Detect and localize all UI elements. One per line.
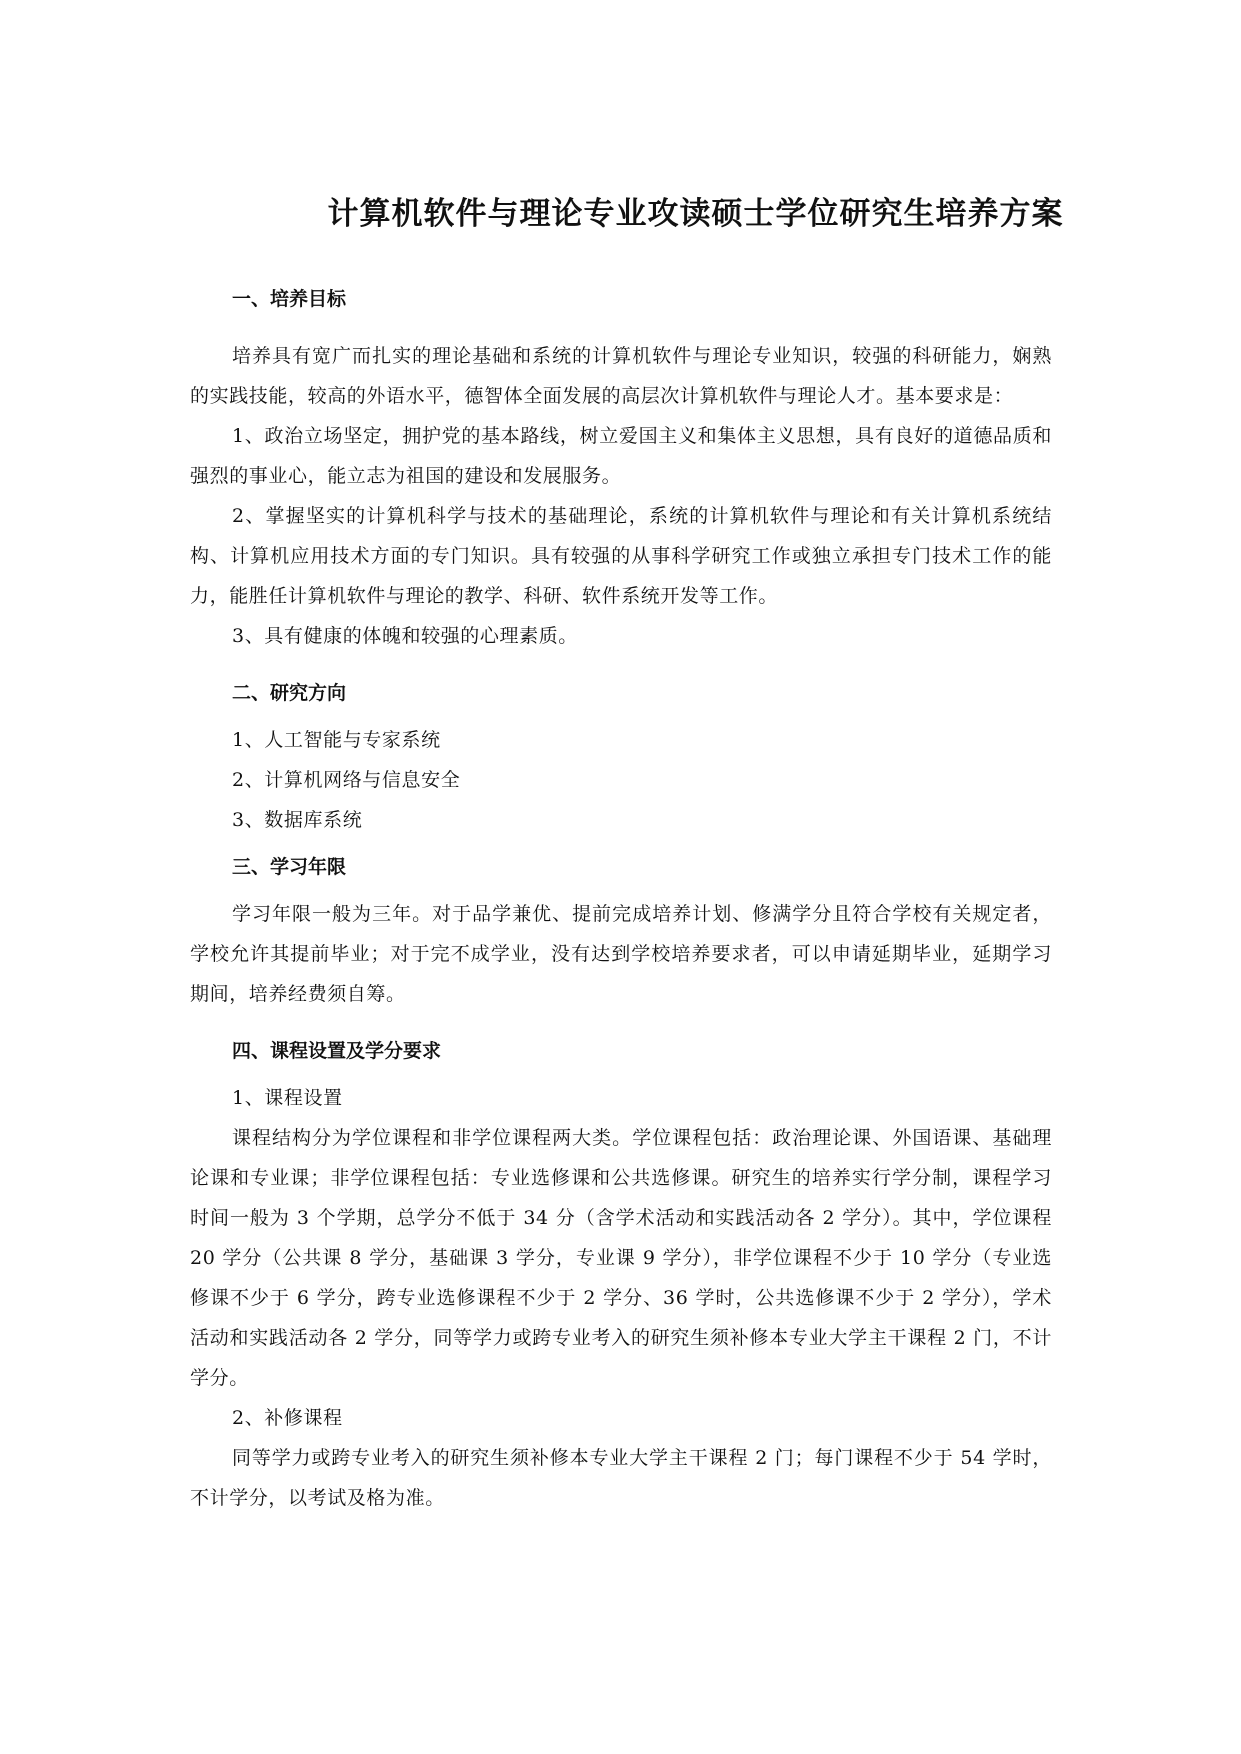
research-direction-item: 2、计算机网络与信息安全 [232, 769, 461, 791]
section-heading-training-goals: 一、培养目标 [232, 288, 347, 310]
training-goal-item: 2、掌握坚实的计算机科学与技术的基础理论，系统的计算机软件与理论和有关计算机系统结构、计算机应用技术方面的专门知识。具有较强的从事科学研究工作或独立承担专门技术工作的能力，能胜任计算机软件与理论的教学、科研、软件系统开发等工作。 [190, 505, 1052, 607]
training-goals-intro: 培养具有宽广而扎实的理论基础和系统的计算机软件与理论专业知识，较强的科研能力，娴熟的实践技能，较高的外语水平，德智体全面发展的高层次计算机软件与理论人才。基本要求是： [190, 345, 1052, 407]
section-heading-study-duration: 三、学习年限 [232, 856, 347, 878]
research-direction-item: 1、人工智能与专家系统 [232, 729, 441, 751]
section-heading-courses-credits: 四、课程设置及学分要求 [232, 1040, 442, 1062]
subsection-title-course-setup: 1、课程设置 [232, 1087, 343, 1109]
study-duration-body: 学习年限一般为三年。对于品学兼优、提前完成培养计划、修满学分且符合学校有关规定者，学校允许其提前毕业；对于完不成学业，没有达到学校培养要求者，可以申请延期毕业，延期学习期间，培养经费须自筹。 [190, 903, 1052, 1005]
document-body [190, 286, 1052, 1518]
course-setup-body: 课程结构分为学位课程和非学位课程两大类。学位课程包括：政治理论课、外国语课、基础理论课和专业课；非学位课程包括：专业选修课和公共选修课。研究生的培养实行学分制，课程学习时间一般为 3 个学期，总学分不低于 34 分（含学术活动和实践活动各 2 学分）。其中，学位课程 20 学分（公共课 8 学分，基础课 3 学分，专业课 9 学分），非学位课程不少于 10 学分（专业选修课不少于 6 学分，跨专业选修课程不少于 2 学分、36 学时，公共选修课不少于 2 学分），学术活动和实践活动各 2 学分，同等学力或跨专业考入的研究生须补修本专业大学主干课程 2 门，不计学分。 [190, 1127, 1052, 1389]
subsection-title-supplementary-courses: 2、补修课程 [232, 1407, 343, 1429]
section-heading-research-directions: 二、研究方向 [232, 682, 347, 704]
supplementary-courses-body: 同等学力或跨专业考入的研究生须补修本专业大学主干课程 2 门；每门课程不少于 54 学时，不计学分，以考试及格为准。 [190, 1447, 1052, 1509]
training-goal-item: 1、政治立场坚定，拥护党的基本路线，树立爱国主义和集体主义思想，具有良好的道德品质和强烈的事业心，能立志为祖国的建设和发展服务。 [190, 425, 1052, 487]
training-goal-item: 3、具有健康的体魄和较强的心理素质。 [232, 625, 578, 647]
research-direction-item: 3、数据库系统 [232, 809, 363, 831]
document-title: 计算机软件与理论专业攻读硕士学位研究生培养方案 [327, 196, 1064, 232]
